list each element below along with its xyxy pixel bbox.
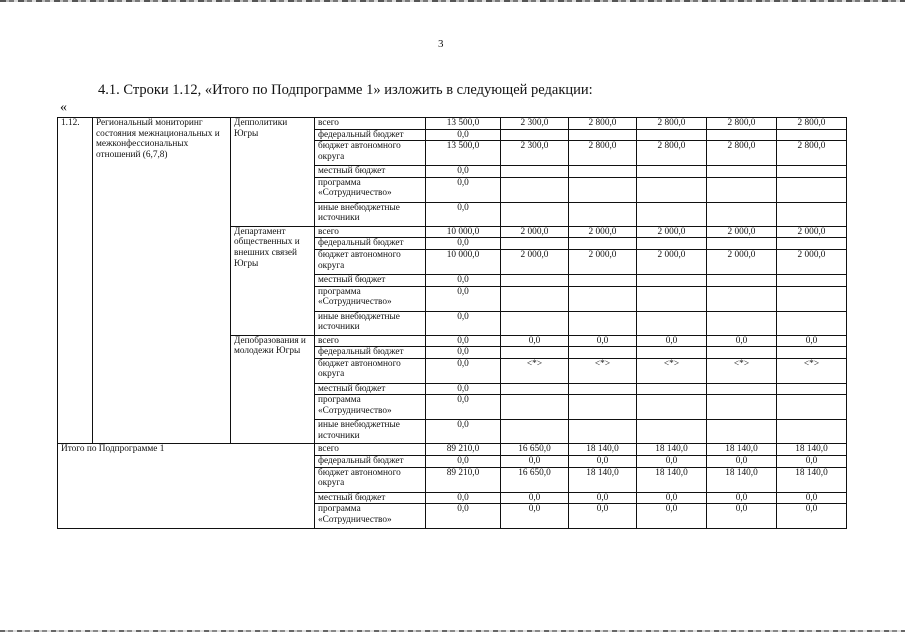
funding-source-cell: иные внебюджетные источники xyxy=(315,202,426,226)
amount-cell xyxy=(569,166,637,178)
amount-cell: 0,0 xyxy=(569,504,637,529)
amount-cell: 0,0 xyxy=(707,455,777,467)
funding-source-cell: федеральный бюджет xyxy=(315,455,426,467)
amount-cell: 2 800,0 xyxy=(637,118,707,130)
funding-source-cell: программа «Сотрудничество» xyxy=(315,286,426,311)
amount-cell: 89 210,0 xyxy=(426,444,501,456)
amount-cell xyxy=(707,420,777,444)
executor-cell: Депполитики Югры xyxy=(231,118,315,227)
amount-cell xyxy=(777,202,847,226)
amount-cell: 2 800,0 xyxy=(777,118,847,130)
amount-cell: 0,0 xyxy=(426,335,501,347)
amount-cell xyxy=(569,286,637,311)
amount-cell: 2 000,0 xyxy=(501,249,569,274)
amount-cell: 0,0 xyxy=(637,504,707,529)
amount-cell xyxy=(501,311,569,335)
amount-cell: 0,0 xyxy=(426,286,501,311)
funding-source-cell: программа «Сотрудничество» xyxy=(315,504,426,529)
amount-cell: 13 500,0 xyxy=(426,141,501,166)
amount-cell xyxy=(777,395,847,420)
funding-source-cell: иные внебюджетные источники xyxy=(315,420,426,444)
amount-cell: 0,0 xyxy=(707,492,777,504)
amount-cell: 18 140,0 xyxy=(569,444,637,456)
row-number-cell: 1.12. xyxy=(58,118,93,444)
amount-cell xyxy=(637,395,707,420)
amount-cell xyxy=(501,286,569,311)
amount-cell: 2 000,0 xyxy=(637,226,707,238)
amount-cell: 0,0 xyxy=(637,492,707,504)
amount-cell xyxy=(637,286,707,311)
amount-cell xyxy=(501,395,569,420)
amount-cell: 2 000,0 xyxy=(637,249,707,274)
amount-cell: 2 000,0 xyxy=(777,226,847,238)
amount-cell xyxy=(637,383,707,395)
amount-cell xyxy=(569,274,637,286)
amount-cell xyxy=(637,129,707,141)
amount-cell xyxy=(501,383,569,395)
amount-cell: 0,0 xyxy=(637,335,707,347)
amount-cell: 10 000,0 xyxy=(426,249,501,274)
amount-cell: 2 300,0 xyxy=(501,141,569,166)
amount-cell xyxy=(707,238,777,250)
funding-source-cell: местный бюджет xyxy=(315,274,426,286)
amount-cell: 0,0 xyxy=(426,347,501,359)
amount-cell: 0,0 xyxy=(426,166,501,178)
amount-cell xyxy=(707,177,777,202)
amount-cell xyxy=(777,238,847,250)
scan-edge-top xyxy=(0,0,905,2)
amount-cell: 0,0 xyxy=(707,504,777,529)
amount-cell: 13 500,0 xyxy=(426,118,501,130)
table-row-total xyxy=(58,444,847,456)
amount-cell: 0,0 xyxy=(569,492,637,504)
amount-cell xyxy=(637,420,707,444)
amount-cell: 2 000,0 xyxy=(777,249,847,274)
amount-cell: 18 140,0 xyxy=(637,444,707,456)
amount-cell: 2 300,0 xyxy=(501,118,569,130)
amount-cell xyxy=(777,311,847,335)
amount-cell: 18 140,0 xyxy=(707,467,777,492)
funding-source-cell: местный бюджет xyxy=(315,492,426,504)
amount-cell xyxy=(501,274,569,286)
funding-source-cell: федеральный бюджет xyxy=(315,129,426,141)
amount-cell: 0,0 xyxy=(426,504,501,529)
amount-cell xyxy=(777,420,847,444)
amount-cell xyxy=(777,347,847,359)
executor-cell: Департамент общественных и внешних связей Югры xyxy=(231,226,315,335)
amount-cell xyxy=(501,202,569,226)
amount-cell xyxy=(707,166,777,178)
amount-cell: 16 650,0 xyxy=(501,467,569,492)
amount-cell xyxy=(707,286,777,311)
amount-cell xyxy=(777,129,847,141)
opening-quote: « xyxy=(60,100,67,115)
amount-cell xyxy=(707,311,777,335)
amount-cell: 0,0 xyxy=(426,492,501,504)
amount-cell: 0,0 xyxy=(637,455,707,467)
table-row xyxy=(58,118,847,130)
funding-source-cell: иные внебюджетные источники xyxy=(315,311,426,335)
amount-cell xyxy=(707,129,777,141)
amount-cell: 18 140,0 xyxy=(777,444,847,456)
amount-cell: 0,0 xyxy=(777,335,847,347)
amount-cell xyxy=(777,286,847,311)
amount-cell: 0,0 xyxy=(501,492,569,504)
amount-cell xyxy=(637,347,707,359)
amount-cell xyxy=(501,420,569,444)
amount-cell xyxy=(569,420,637,444)
amount-cell: 0,0 xyxy=(426,274,501,286)
amount-cell: 0,0 xyxy=(426,395,501,420)
amount-cell xyxy=(637,177,707,202)
amount-cell xyxy=(637,202,707,226)
amount-cell: 2 000,0 xyxy=(501,226,569,238)
amount-cell: 0,0 xyxy=(426,358,501,383)
funding-source-cell: программа «Сотрудничество» xyxy=(315,395,426,420)
amount-cell: 2 000,0 xyxy=(707,226,777,238)
amount-cell: 0,0 xyxy=(426,202,501,226)
amount-cell xyxy=(637,311,707,335)
amount-cell xyxy=(707,383,777,395)
amount-cell: 0,0 xyxy=(426,238,501,250)
amount-cell xyxy=(707,395,777,420)
amount-cell: 0,0 xyxy=(569,335,637,347)
funding-source-cell: всего xyxy=(315,444,426,456)
scan-edge-bottom xyxy=(0,630,905,632)
amount-cell: 0,0 xyxy=(501,504,569,529)
funding-source-cell: федеральный бюджет xyxy=(315,347,426,359)
page-number: 3 xyxy=(438,38,444,50)
amount-cell: <*> xyxy=(707,358,777,383)
amount-cell: 2 000,0 xyxy=(569,249,637,274)
amount-cell: 0,0 xyxy=(707,335,777,347)
funding-source-cell: местный бюджет xyxy=(315,383,426,395)
amount-cell: <*> xyxy=(777,358,847,383)
amount-cell xyxy=(569,129,637,141)
amount-cell: 2 800,0 xyxy=(707,141,777,166)
amount-cell: 2 800,0 xyxy=(569,118,637,130)
funding-source-cell: бюджет автономного округа xyxy=(315,249,426,274)
amount-cell xyxy=(501,177,569,202)
total-label-cell: Итого по Подпрограмме 1 xyxy=(58,444,315,529)
amount-cell: 10 000,0 xyxy=(426,226,501,238)
amendment-heading: 4.1. Строки 1.12, «Итого по Подпрограмме 1» изложить в следующей редакции: xyxy=(98,82,593,98)
amount-cell xyxy=(569,177,637,202)
amount-cell: 0,0 xyxy=(777,492,847,504)
amount-cell xyxy=(569,383,637,395)
amount-cell xyxy=(777,274,847,286)
amount-cell: 2 800,0 xyxy=(569,141,637,166)
funding-source-cell: программа «Сотрудничество» xyxy=(315,177,426,202)
amount-cell xyxy=(569,311,637,335)
amount-cell: <*> xyxy=(569,358,637,383)
funding-source-cell: местный бюджет xyxy=(315,166,426,178)
amount-cell: 2 000,0 xyxy=(569,226,637,238)
amount-cell: 0,0 xyxy=(426,129,501,141)
amount-cell xyxy=(777,166,847,178)
amount-cell: 18 140,0 xyxy=(777,467,847,492)
amount-cell xyxy=(501,129,569,141)
amount-cell: 0,0 xyxy=(426,420,501,444)
amount-cell: 18 140,0 xyxy=(637,467,707,492)
funding-source-cell: бюджет автономного округа xyxy=(315,141,426,166)
funding-source-cell: бюджет автономного округа xyxy=(315,358,426,383)
amount-cell: 2 000,0 xyxy=(707,249,777,274)
amount-cell: 16 650,0 xyxy=(501,444,569,456)
funding-source-cell: всего xyxy=(315,118,426,130)
amount-cell xyxy=(501,347,569,359)
amount-cell: 0,0 xyxy=(569,455,637,467)
amount-cell xyxy=(777,177,847,202)
amount-cell xyxy=(569,238,637,250)
amount-cell: <*> xyxy=(637,358,707,383)
amount-cell xyxy=(569,202,637,226)
funding-source-cell: всего xyxy=(315,226,426,238)
amount-cell: <*> xyxy=(501,358,569,383)
amount-cell: 0,0 xyxy=(777,455,847,467)
activity-cell: Региональный мониторинг состояния межнациональных и межконфессиональных отношений (6,7,8) xyxy=(93,118,231,444)
amount-cell xyxy=(569,395,637,420)
amount-cell xyxy=(501,166,569,178)
amount-cell: 18 140,0 xyxy=(569,467,637,492)
amount-cell: 0,0 xyxy=(426,177,501,202)
amount-cell: 0,0 xyxy=(426,311,501,335)
amount-cell xyxy=(637,166,707,178)
funding-source-cell: всего xyxy=(315,335,426,347)
amount-cell: 0,0 xyxy=(777,504,847,529)
amount-cell: 0,0 xyxy=(501,455,569,467)
executor-cell: Депобразования и молодежи Югры xyxy=(231,335,315,444)
amount-cell: 0,0 xyxy=(426,455,501,467)
amount-cell: 0,0 xyxy=(501,335,569,347)
amount-cell: 2 800,0 xyxy=(637,141,707,166)
funding-table xyxy=(57,117,847,529)
amount-cell xyxy=(707,274,777,286)
amount-cell: 18 140,0 xyxy=(707,444,777,456)
amount-cell xyxy=(501,238,569,250)
amount-cell: 0,0 xyxy=(426,383,501,395)
amount-cell xyxy=(637,238,707,250)
amount-cell xyxy=(777,383,847,395)
funding-source-cell: бюджет автономного округа xyxy=(315,467,426,492)
amount-cell xyxy=(637,274,707,286)
amount-cell xyxy=(707,347,777,359)
amount-cell xyxy=(569,347,637,359)
amount-cell: 89 210,0 xyxy=(426,467,501,492)
amount-cell: 2 800,0 xyxy=(707,118,777,130)
amount-cell xyxy=(707,202,777,226)
amount-cell: 2 800,0 xyxy=(777,141,847,166)
funding-source-cell: федеральный бюджет xyxy=(315,238,426,250)
